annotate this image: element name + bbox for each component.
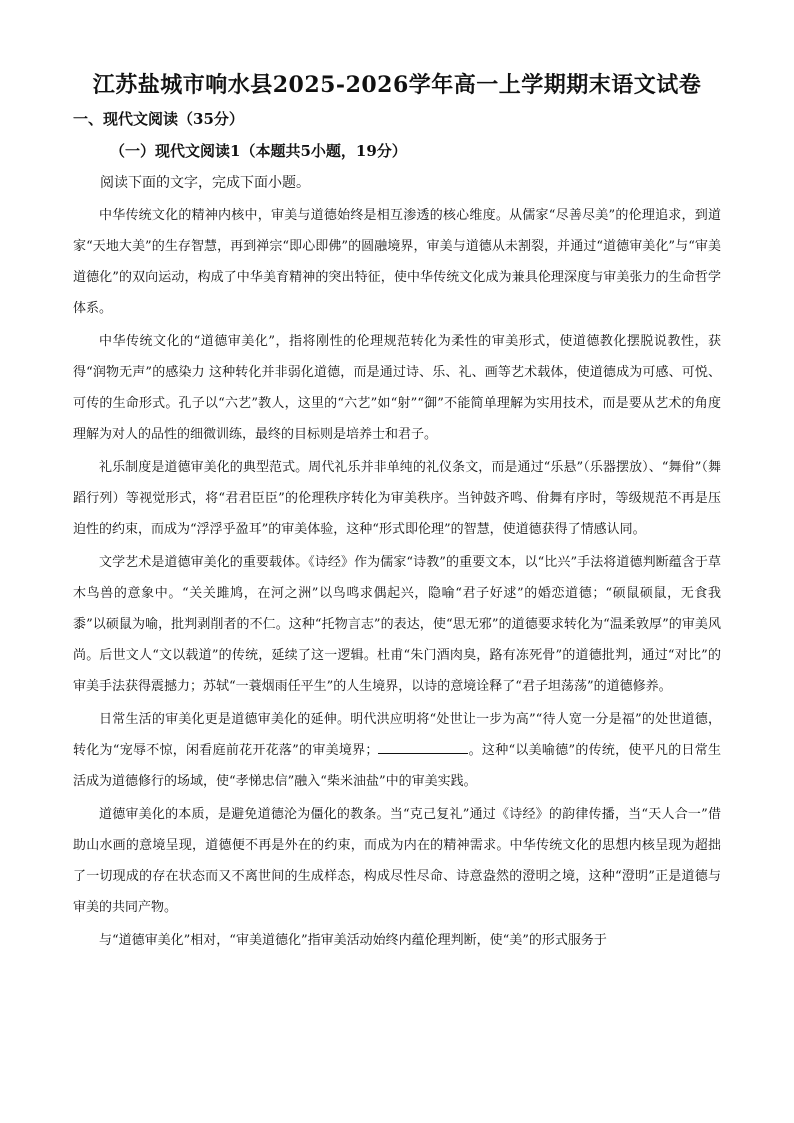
subsection-heading: （一）现代文阅读1（本题共5小题，19分） xyxy=(110,142,407,160)
fill-in-blank[interactable] xyxy=(378,739,468,754)
exam-title: 江苏盐城市响水县2025-2026学年高一上学期期末语文试卷 xyxy=(92,72,702,98)
reading-instruction: 阅读下面的文字，完成下面小题。 xyxy=(100,175,310,191)
section-heading: 一、现代文阅读（35分） xyxy=(73,110,244,128)
paragraph: 文学艺术是道德审美化的重要载体。《诗经》作为儒家“诗教”的重要文本，以“比兴”手法将道德判断蕴含于草木鸟兽的意象中。“关关雎鸠，在河之洲”以鸟鸣求偶起兴，隐喻“君子好逑”的婚恋道德；“硕鼠硕鼠，无食我黍”以硕鼠为喻，批判剥削者的不仁。这种“托物言志”的表达，使“思无邪”的道德要求转化为“温柔敦厚”的审美风尚。后世文人“文以载道”的传统，延续了这一逻辑。杜甫“朱门酒肉臭，路有冻死骨”的道德批判，通过“对比”的审美手法获得震撼力；苏轼“一蓑烟雨任平生”的人生境界，以诗的意境诠释了“君子坦荡荡”的道德修养。 xyxy=(73,555,721,694)
paragraph-text: 。这种“以美喻德”的传统，使平凡的日常生活成为道德修行的场域，使“孝悌忠信”融入“柴米油盐”中的审美实践。 xyxy=(73,743,722,789)
paragraph: 礼乐制度是道德审美化的典型范式。周代礼乐并非单纯的礼仪条文，而是通过“乐悬”（乐器摆放）、“舞佾”（舞蹈行列）等视觉形式，将“君君臣臣”的伦理秩序转化为审美秩序。当钟鼓齐鸣、佾舞有序时，等级规范不再是压迫性的约束，而成为“浮浮乎盈耳”的审美体验，这种“形式即伦理”的智慧，使道德获得了情感认同。 xyxy=(73,460,721,537)
paragraph: 中华传统文化的精神内核中，审美与道德始终是相互渗透的核心维度。从儒家“尽善尽美”的伦理追求，到道家“天地大美”的生存智慧，再到禅宗“即心即佛”的圆融境界，审美与道德从未割裂，并通过“道德审美化”与“审美道德化”的双向运动，构成了中华美育精神的突出特征，使中华传统文化成为兼具伦理深度与审美张力的生命哲学体系。 xyxy=(73,208,721,316)
paragraph: 中华传统文化的“道德审美化”，指将刚性的伦理规范转化为柔性的审美形式，使道德教化摆脱说教性，获得“润物无声”的感染力 这种转化并非弱化道德，而是通过诗、乐、礼、画等艺术载体，使道德成为可感、可悦、可传的生命形式。孔子以“六艺”教人，这里的“六艺”如“射”“御”不能简单理解为实用技术，而是要从艺术的角度理解为对人的品性的细微训练，最终的目标则是培养士和君子。 xyxy=(73,334,721,442)
reading-passage xyxy=(73,200,721,958)
paragraph: 与“道德审美化”相对，“审美道德化”指审美活动始终内蕴伦理判断，使“美”的形式服务于 xyxy=(99,933,607,948)
paragraph-text: 日常生活的审美化更是道德审美化的延伸。明代洪应明将“处世让一步为高”“待人宽一分是福”的处世道德，转化为“宠辱不惊，闲看庭前花开花落”的审美境界； xyxy=(73,712,721,758)
paragraph-with-blank xyxy=(73,704,721,797)
paragraph: 道德审美化的本质，是避免道德沦为僵化的教条。当“克己复礼”通过《诗经》的韵律传播，当“天人合一”借助山水画的意境呈现，道德便不再是外在的约束，而成为内在的精神需求。中华传统文化的思想内核呈现为超拙了一切现成的存在状态而又不离世间的生成样态，构成尽性尽命、诗意盎然的澄明之境，这种“澄明”正是道德与审美的共同产物。 xyxy=(73,807,721,915)
